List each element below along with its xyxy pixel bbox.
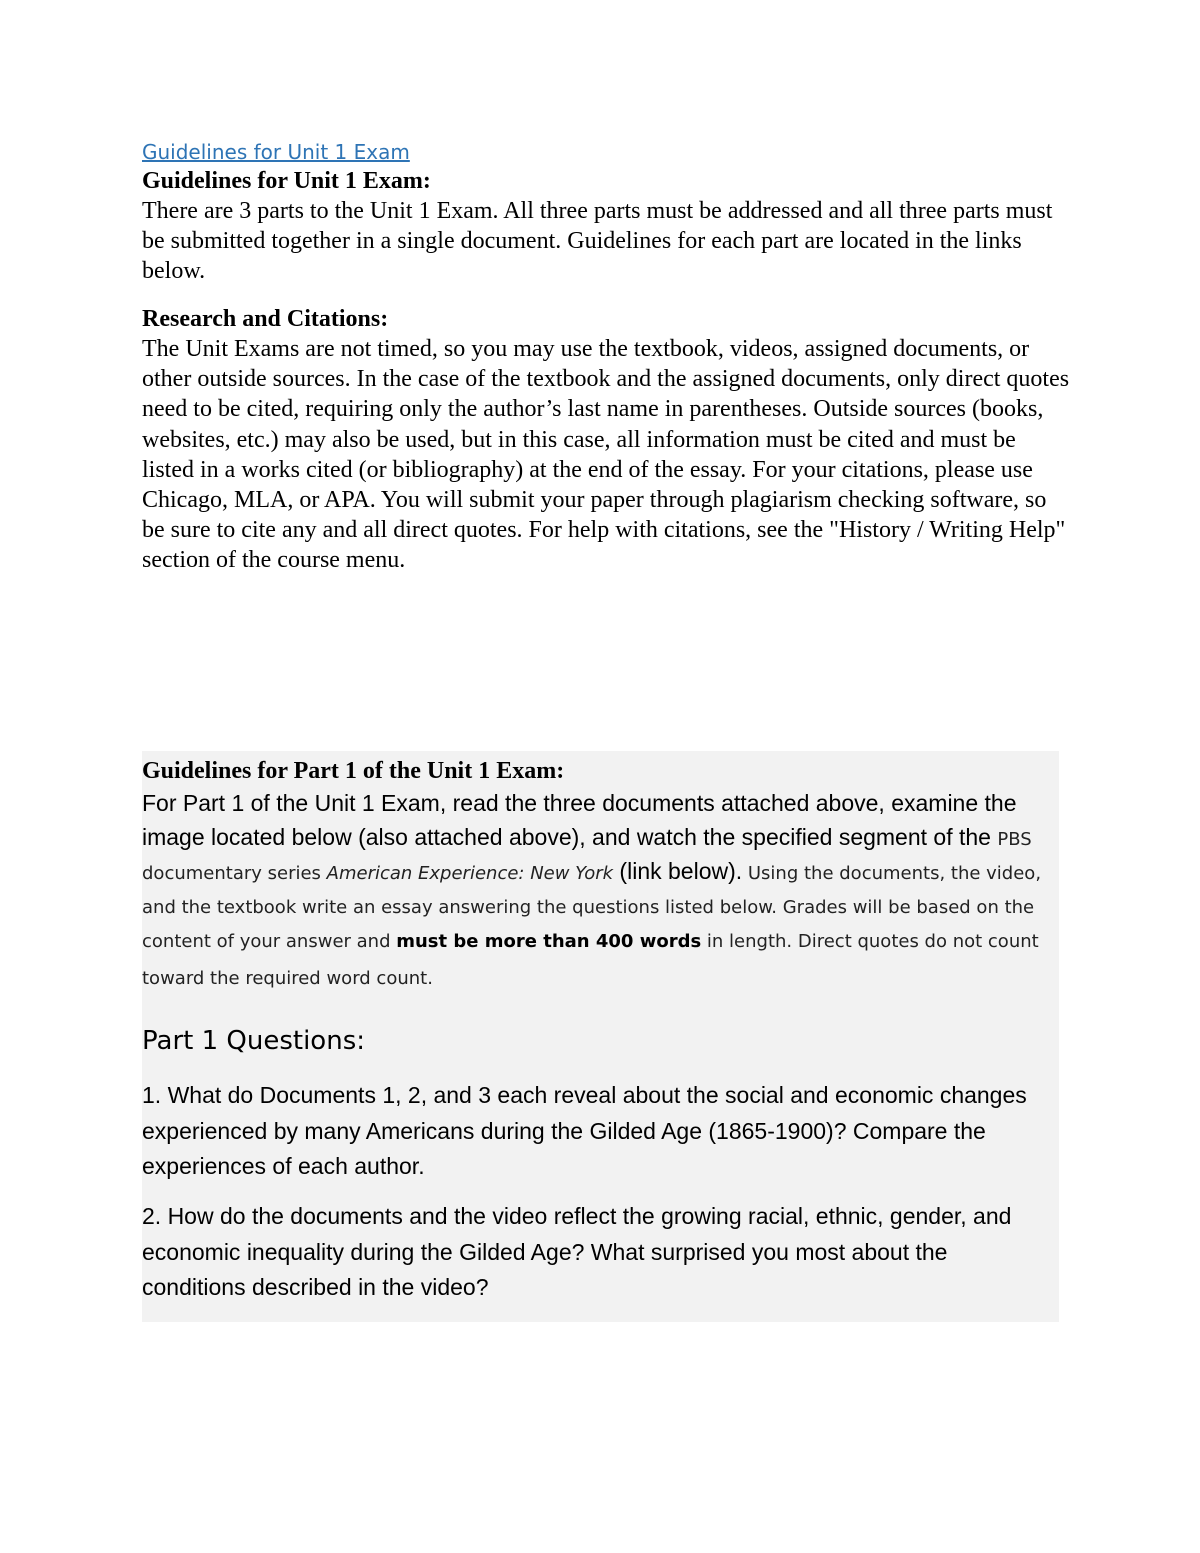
intro-heading: Guidelines for Unit 1 Exam: bbox=[142, 168, 431, 194]
research-heading: Research and Citations: bbox=[142, 306, 389, 332]
research-section bbox=[142, 304, 1072, 576]
part1-heading: Guidelines for Part 1 of the Unit 1 Exam: bbox=[142, 758, 565, 784]
part1-intro-a: For Part 1 of the Unit 1 Exam, read the three documents attached above, examine the image located below (also attached above), and watch the specified segment of the bbox=[142, 790, 1017, 850]
part1-content bbox=[142, 756, 1042, 1300]
word-requirement: must be more than 400 words bbox=[396, 931, 702, 952]
part1-intro-b: PBS documentary series bbox=[142, 829, 1032, 884]
part1-intro-d: Using the documents, the video, and the textbook write an essay answering the questions listed below. Grades will be based on the content of your answer and bbox=[142, 863, 1042, 952]
research-body: The Unit Exams are not timed, so you may use the textbook, videos, assigned documents, or other outside sources. In the case of the textbook and the assigned documents, only direct quotes need to be cited, requiring only the author’s last name in parentheses. Outside sources (books, websites, etc.) may also be used, but in this case, all information must be cited and must be listed in a works cited (or bibliography) at the end of the essay. For your citations, please use Chicago, MLA, or APA. You will submit your paper through plagiarism checking software, so be sure to cite any and all direct quotes. For help with citations, see the "History / Writing Help" section of the course menu. bbox=[142, 336, 1070, 574]
unit1-exam-link[interactable]: Guidelines for Unit 1 Exam bbox=[142, 140, 410, 164]
question-2: 2. How do the documents and the video reflect the growing racial, ethnic, gender, and economic inequality during the Gilded Age? What surprised you most about the conditions described in the video? bbox=[142, 1203, 1012, 1300]
part1-intro-e: in length. Direct quotes do not count toward the required word count. bbox=[142, 931, 1039, 989]
question-1: 1. What do Documents 1, 2, and 3 each reveal about the social and economic changes experienced by many Americans during the Gilded Age (1865-1900)? Compare the experiences of each author. bbox=[142, 1082, 1027, 1179]
documentary-title: American Experience: New York bbox=[326, 863, 614, 884]
intro-body: There are 3 parts to the Unit 1 Exam. All three parts must be addressed and all three parts must be submitted together in a single document. Guidelines for each part are located in the links below. bbox=[142, 198, 1053, 285]
intro-section bbox=[142, 166, 1072, 287]
questions-title: Part 1 Questions: bbox=[142, 1026, 365, 1056]
part1-box bbox=[142, 751, 1059, 1322]
part1-intro-c: (link below). bbox=[613, 858, 743, 884]
part1-instructions bbox=[142, 786, 1042, 993]
